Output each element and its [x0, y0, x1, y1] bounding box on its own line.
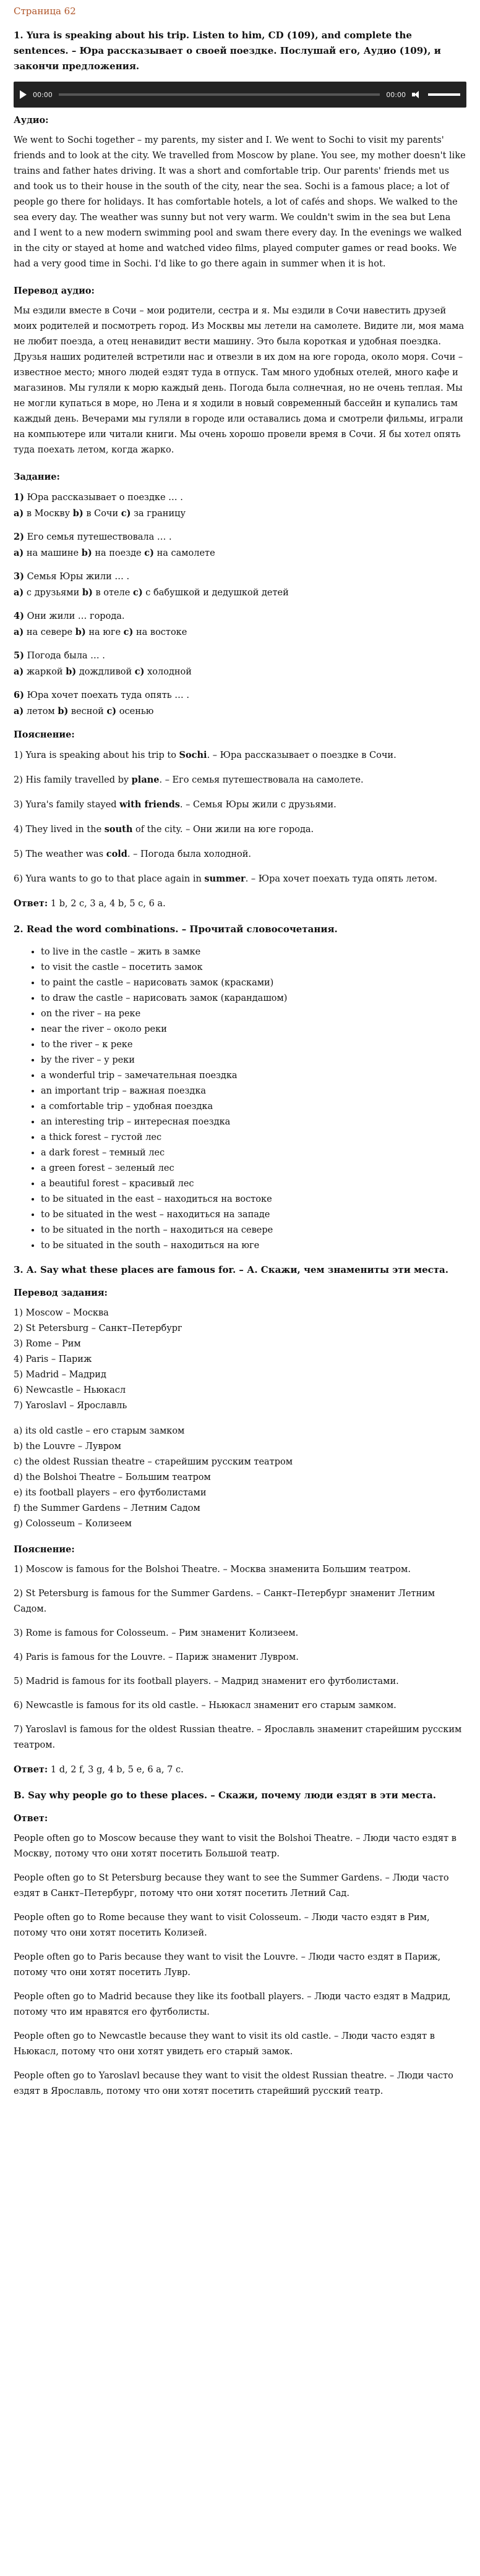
option-text: за границу	[134, 509, 186, 519]
question-stem: Юра рассказывает о поездке … .	[27, 493, 183, 503]
option-text: на машине	[26, 548, 79, 558]
task3a-title: 3. A. Say what these places are famous for. – А. Скажи, чем знамениты эти места.	[14, 1264, 449, 1275]
option-text: осенью	[119, 707, 154, 716]
question-number: 3)	[14, 571, 24, 582]
sight-item: a) its old castle – его старым замком	[14, 1426, 185, 1436]
option-text: с друзьями	[26, 588, 80, 598]
word-combination-item: • on the river – на реке	[41, 1006, 466, 1022]
question-stem: Погода была … .	[27, 651, 105, 661]
explanation-item	[14, 797, 466, 813]
explanation-key: cold	[106, 849, 127, 859]
option-letter: c)	[106, 706, 117, 716]
option-text: на юге	[88, 627, 121, 637]
question-text	[14, 569, 466, 585]
option-letter: b)	[75, 627, 86, 637]
place-item: 2) St Petersburg – Санкт–Петербург	[14, 1324, 182, 1333]
word-combination-item: • by the river – у реки	[41, 1053, 466, 1068]
question	[14, 529, 466, 561]
question-options	[14, 704, 466, 720]
answer-item: People often go to Paris because they want to visit the Louvre. – Люди часто ездят в Париж, потому что они хотят посетить Лувр.	[14, 1952, 441, 1978]
option-letter: a)	[14, 548, 24, 558]
option-letter: b)	[82, 587, 93, 598]
option-letter: a)	[14, 508, 24, 519]
word-combination-item: • to live in the castle – жить в замке	[41, 945, 466, 960]
question-text	[14, 648, 466, 664]
answer-item: People often go to Moscow because they want to visit the Bolshoi Theatre. – Люди часто ездят в Москву, потому что они хотят посетить Большой театр.	[14, 1834, 456, 1859]
task3b-title: B. Say why people go to these places. – Скажи, почему люди ездят в эти места.	[14, 1790, 436, 1801]
option-letter: b)	[72, 508, 84, 519]
question-options	[14, 545, 466, 561]
task3b-answer-label: Ответ:	[14, 1813, 48, 1824]
explanation-item: 2) St Petersburg is famous for the Summer Gardens. – Санкт–Петербург знаменит Летним Садом.	[14, 1589, 435, 1614]
word-combination-item: • to be situated in the north – находиться на севере	[41, 1223, 466, 1238]
explanation-pre: 6) Yura wants to go to that place again in	[14, 874, 205, 884]
word-combination-item: • to visit the castle – посетить замок	[41, 960, 466, 976]
task3a-answer	[14, 1762, 466, 1778]
place-item: 6) Newcastle – Ньюкасл	[14, 1385, 126, 1395]
option-text: на востоке	[135, 627, 187, 637]
question-number: 6)	[14, 690, 24, 700]
option-letter: b)	[66, 666, 77, 677]
audio-player[interactable]	[14, 82, 466, 108]
word-combination-item: • to the river – к реке	[41, 1037, 466, 1053]
option-letter: a)	[14, 706, 24, 716]
word-combination-item: • to be situated in the east – находиться на востоке	[41, 1192, 466, 1207]
question-stem: Они жили … города.	[27, 611, 125, 621]
word-combinations-list	[14, 945, 466, 1254]
explanation-item	[14, 772, 466, 788]
answer-text: 1 d, 2 f, 3 g, 4 b, 5 e, 6 a, 7 c.	[48, 1765, 184, 1775]
word-combination-item: • near the river – около реки	[41, 1022, 466, 1037]
question-options	[14, 506, 466, 522]
place-item: 1) Moscow – Москва	[14, 1308, 109, 1318]
explanation-pre: 5) The weather was	[14, 849, 106, 859]
page-label: Страница 62	[14, 6, 76, 17]
option-text: на поезде	[95, 548, 142, 558]
explanation-item	[14, 747, 466, 763]
word-combination-item: • to be situated in the south – находиться на юге	[41, 1238, 466, 1254]
word-combination-item: • to draw the castle – нарисовать замок (карандашом)	[41, 991, 466, 1006]
option-text: в Москву	[26, 509, 71, 519]
option-text: летом	[26, 707, 55, 716]
word-combination-item: • a comfortable trip – удобная поездка	[41, 1099, 466, 1115]
place-item: 5) Madrid – Мадрид	[14, 1370, 106, 1380]
question-stem: Юра хочет поехать туда опять … .	[27, 691, 189, 700]
explanation-item	[14, 822, 466, 838]
explanations-list	[14, 747, 466, 887]
sight-item: b) the Louvre – Лувром	[14, 1442, 121, 1452]
explanation-post: . – Юра рассказывает о поездке в Сочи.	[207, 750, 396, 760]
explanation-item	[14, 871, 466, 887]
time-end: 00:00	[386, 90, 406, 99]
sight-item: d) the Bolshoi Theatre – Большим театром	[14, 1473, 211, 1482]
explanation-post: of the city. – Они жили на юге города.	[132, 825, 314, 835]
option-letter: a)	[14, 627, 24, 637]
option-letter: c)	[144, 548, 154, 558]
task3b-answers-list	[14, 1831, 466, 2099]
question-stem: Его семья путешествовала … .	[27, 532, 172, 542]
explanation-pre: 4) They lived in the	[14, 825, 105, 835]
question-options	[14, 664, 466, 680]
sight-item: f) the Summer Gardens – Летним Садом	[14, 1503, 200, 1513]
option-text: в Сочи	[86, 509, 119, 519]
explanation-item: 7) Yaroslavl is famous for the oldest Russian theatre. – Ярославль знаменит старейшим русским театром.	[14, 1725, 462, 1750]
option-letter: c)	[134, 666, 145, 677]
word-combination-item: • a thick forest – густой лес	[41, 1130, 466, 1146]
task3a-explanations-list	[14, 1562, 466, 1753]
task3a-explanation-label: Пояснение:	[14, 1544, 75, 1555]
question-options	[14, 585, 466, 601]
play-icon[interactable]	[20, 90, 27, 99]
option-letter: b)	[58, 706, 69, 716]
explanation-post: . – Юра хочет поехать туда опять летом.	[245, 874, 437, 884]
volume-icon[interactable]	[412, 91, 422, 98]
explanation-item	[14, 846, 466, 862]
question-number: 4)	[14, 611, 24, 621]
explanation-pre: 1) Yura is speaking about his trip to	[14, 750, 179, 760]
explanation-item: 3) Rome is famous for Colosseum. – Рим знаменит Колизеем.	[14, 1628, 299, 1638]
word-combination-item: • an interesting trip – интересная поездка	[41, 1115, 466, 1130]
word-combination-item: • to paint the castle – нарисовать замок (красками)	[41, 976, 466, 991]
option-letter: c)	[121, 508, 131, 519]
explanation-item: 5) Madrid is famous for its football players. – Мадрид знаменит его футболистами.	[14, 1677, 399, 1686]
word-combination-item: • a dark forest – темный лес	[41, 1146, 466, 1161]
question-number: 5)	[14, 650, 24, 661]
translation-label: Перевод аудио:	[14, 286, 95, 296]
question-text	[14, 490, 466, 506]
translation-text: Мы ездили вместе в Сочи – мои родители, сестра и я. Мы ездили в Сочи навестить друзей моих родителей и посмотреть город. Из Москвы мы летели на самолете. Видите ли, моя мама не любит поезда, а отец ненавидит вести машину. Это была короткая и удобная поездка. Друзья наших родителей встретили нас и отвезли в их дом на юге города, около моря. Сочи – известное место; много людей ездят туда в отпуск. Там много удобных отелей, много кафе и магазинов. Мы гуляли к морю каждый день. Погода была солнечная, но не очень теплая. Мы не могли купаться в море, но Лена и я ходили в новый современный бассейн и купались там каждый день. Вечерами мы гуляли в городе или оставались дома и смотрели фильмы, играли на компьютере или читали книги. Мы очень хорошо провели время в Сочи. Я бы хотел опять туда поехать летом, когда жарко.	[14, 306, 465, 455]
sight-item: e) its football players – его футболистами	[14, 1488, 207, 1498]
volume-slider[interactable]	[428, 93, 460, 96]
place-item: 4) Paris – Париж	[14, 1354, 92, 1364]
answer-label: Ответ:	[14, 1764, 48, 1775]
place-item: 3) Rome – Рим	[14, 1339, 81, 1349]
task3a-translation-label: Перевод задания:	[14, 1288, 108, 1298]
option-letter: c)	[123, 627, 134, 637]
progress-bar[interactable]	[59, 93, 380, 96]
explanation-key: south	[104, 824, 133, 835]
question-stem: Семья Юры жили … .	[27, 572, 130, 582]
option-text: на севере	[26, 627, 73, 637]
question-text	[14, 529, 466, 545]
option-letter: b)	[81, 548, 92, 558]
explanation-label: Пояснение:	[14, 729, 75, 740]
explanation-key: Sochi	[179, 750, 207, 760]
question-number: 2)	[14, 532, 24, 542]
answer-item: People often go to Madrid because they like its football players. – Люди часто ездят в Мадрид, потому что им нравятся его футболисты.	[14, 1992, 451, 2017]
question-number: 1)	[14, 492, 24, 503]
word-combination-item: • a green forest – зеленый лес	[41, 1161, 466, 1176]
questions-list	[14, 490, 466, 720]
question	[14, 490, 466, 522]
task1-title: 1. Yura is speaking about his trip. Listen to him, CD (109), and complete the sentences. – Юра рассказывает о своей поездке. Послушай его, Аудио (109), и закончи предложения.	[14, 30, 441, 72]
answer-item: People often go to Newcastle because they want to visit its old castle. – Люди часто ездят в Ньюкасл, потому что они хотят увидеть его старый замок.	[14, 2031, 435, 2057]
option-text: с бабушкой и дедушкой детей	[145, 588, 289, 598]
word-combination-item: • a wonderful trip – замечательная поездка	[41, 1068, 466, 1084]
answer-label: Ответ:	[14, 898, 48, 909]
question-text	[14, 608, 466, 624]
option-letter: a)	[14, 666, 24, 677]
question	[14, 608, 466, 640]
sights-list	[14, 1424, 466, 1532]
explanation-item: 4) Paris is famous for the Louvre. – Париж знаменит Лувром.	[14, 1652, 299, 1662]
audio-text: We went to Sochi together – my parents, my sister and I. We went to Sochi to visit my parents' friends and to look at the city. We travelled from Moscow by plane. You see, my mother doesn't like trains and father hates driving. It was a short and comfortable trip. Our parents' friends met us and took us to their house in the south of the city, near the sea. Sochi is a famous place; a lot of people go there for holidays. It has comfortable hotels, a lot of cafés and shops. We walked to the sea every day. The weather was sunny but not very warm. We couldn't swim in the sea but Lena and I went to a new modern swimming pool and swam there every day. In the evenings we walked in the city or stayed at home and watched video films, played computer games or read books. We had a very good time in Sochi. I'd like to go there again in summer when it is hot.	[14, 135, 466, 269]
time-start: 00:00	[33, 90, 53, 99]
explanation-post: . – Погода была холодной.	[127, 849, 252, 859]
sight-item: g) Colosseum – Колизеем	[14, 1519, 132, 1529]
place-item: 7) Yaroslavl – Ярославль	[14, 1401, 127, 1411]
sight-item: c) the oldest Russian theatre – старейшим русским театром	[14, 1457, 293, 1467]
answer-item: People often go to Yaroslavl because they want to visit the oldest Russian theatre. – Люди часто ездят в Ярославль, потому что они хотят посетить старейший русский театр.	[14, 2071, 453, 2096]
question	[14, 687, 466, 720]
option-text: весной	[71, 707, 104, 716]
answer-item: People often go to Rome because they want to visit Colosseum. – Люди часто ездят в Рим, потому что они хотят посетить Колизей.	[14, 1913, 430, 1938]
explanation-key: with friends	[119, 799, 180, 810]
option-letter: a)	[14, 587, 24, 598]
word-combination-item: • an important trip – важная поездка	[41, 1084, 466, 1099]
option-text: дождливой	[79, 667, 132, 677]
option-text: холодной	[147, 667, 192, 677]
option-text: на самолете	[156, 548, 215, 558]
explanation-pre: 3) Yura's family stayed	[14, 800, 120, 810]
explanation-key: summer	[204, 874, 246, 884]
explanation-item: 6) Newcastle is famous for its old castle. – Ньюкасл знаменит его старым замком.	[14, 1701, 396, 1711]
answer-item: People often go to St Petersburg because they want to see the Summer Gardens. – Люди часто ездят в Санкт–Петербург, потому что они хотят посетить Летний Сад.	[14, 1873, 449, 1898]
option-text: в отеле	[95, 588, 131, 598]
explanation-post: . – Семья Юры жили с друзьями.	[179, 800, 336, 810]
question-options	[14, 624, 466, 640]
answer-text: 1 b, 2 c, 3 a, 4 b, 5 c, 6 a.	[48, 899, 166, 909]
places-list	[14, 1306, 466, 1414]
question	[14, 648, 466, 680]
audio-label: Аудио:	[14, 115, 49, 125]
task2-title: 2. Read the word combinations. – Прочитай словосочетания.	[14, 924, 338, 935]
option-letter: c)	[132, 587, 143, 598]
task-label: Задание:	[14, 472, 60, 482]
word-combination-item: • to be situated in the west – находиться на западе	[41, 1207, 466, 1223]
explanation-post: . – Его семья путешествовала на самолете.	[159, 775, 364, 785]
task1-answer	[14, 896, 466, 912]
question-text	[14, 687, 466, 704]
option-text: жаркой	[26, 667, 63, 677]
question	[14, 569, 466, 601]
explanation-pre: 2) His family travelled by	[14, 775, 132, 785]
explanation-item: 1) Moscow is famous for the Bolshoi Theatre. – Москва знаменита Большим театром.	[14, 1565, 411, 1575]
word-combination-item: • a beautiful forest – красивый лес	[41, 1176, 466, 1192]
explanation-key: plane	[131, 775, 160, 785]
